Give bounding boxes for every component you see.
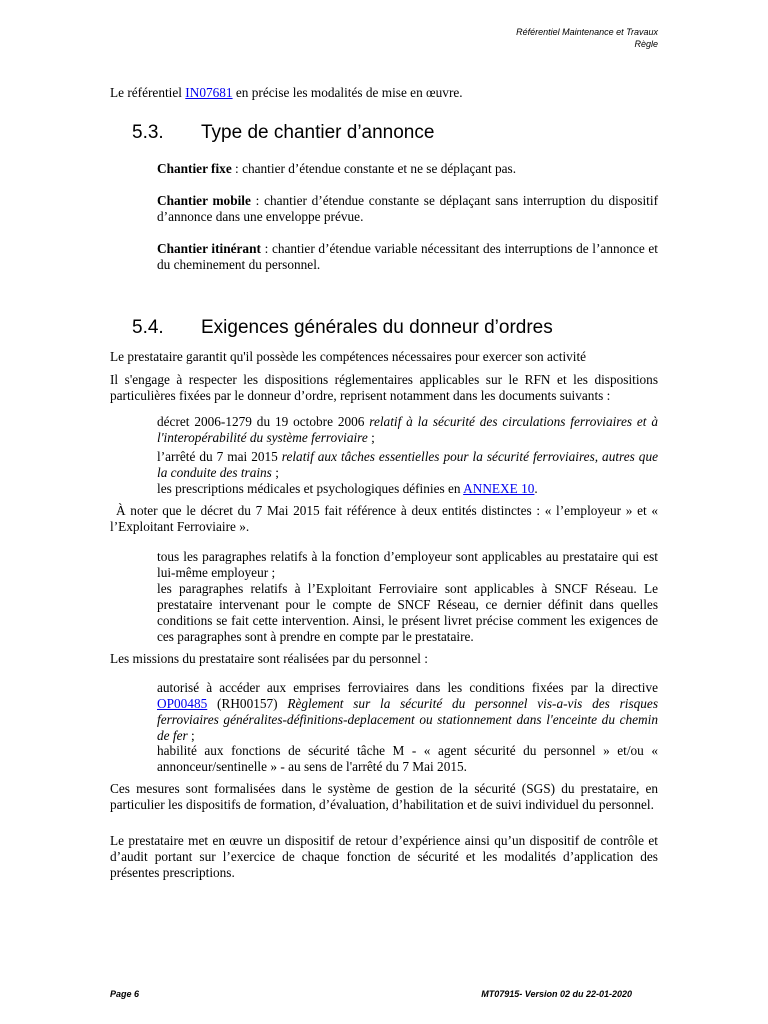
in07681-link[interactable]: IN07681 <box>185 85 233 100</box>
list-item <box>157 680 658 744</box>
list-item-title: Règlement sur la sécurité du personnel vis-a-vis des risques ferroviaires généralites-définitions-deplacement ou stationnement dans l'enceinte du chemin de fer <box>157 696 658 743</box>
header-subtitle: Règle <box>634 39 658 49</box>
paragraph: Le prestataire met en œuvre un dispositif de retour d’expérience ainsi qu’un dispositif de contrôle et d’audit portant sur l’exercice de chaque fonction de sécurité et les modalités d’application des présentes prescriptions. <box>110 833 658 880</box>
term: Chantier fixe <box>157 161 232 176</box>
list-item <box>157 414 658 446</box>
list-item-end: ; <box>187 728 195 743</box>
list-item-title: relatif aux tâches essentielles pour la sécurité ferroviaires, autres que la conduite des trains <box>157 449 658 480</box>
list-item-end: . <box>534 481 538 496</box>
list-item: tous les paragraphes relatifs à la fonction d’employeur sont applicables au prestataire qui est lui-même employeur ; <box>157 549 658 580</box>
page-header <box>516 26 658 50</box>
page-number: Page 6 <box>110 989 140 999</box>
list-item: habilité aux fonctions de sécurité tâche M - « agent sécurité du personnel » et/ou « annonceur/sentinelle » - au sens de l'arrêté du 7 Mai 2015. <box>157 743 658 774</box>
list-item-title: relatif à la sécurité des circulations ferroviaires et à l'interopérabilité du système ferroviaire <box>157 414 658 445</box>
section-5-3-heading <box>132 121 434 145</box>
definition: : chantier d’étendue constante se déplaçant sans interruption du dispositif d’annonce dans une enveloppe prévue. <box>157 193 658 224</box>
section-5-4-heading <box>132 316 553 340</box>
document-reference: MT07915- Version 02 du 22-01-2020 <box>481 989 632 999</box>
term: Chantier itinérant <box>157 241 261 256</box>
list-item-text: les prescriptions médicales et psychologiques définies en <box>157 481 464 496</box>
chantier-itinerant-definition <box>157 241 658 273</box>
list-item-end: ; <box>271 465 279 480</box>
section-title: Type de chantier d’annonce <box>201 122 435 143</box>
intro-text-end: en précise les modalités de mise en œuvre. <box>232 85 463 100</box>
annexe-10-link[interactable]: ANNEXE 10 <box>463 481 535 496</box>
paragraph: Ces mesures sont formalisées dans le système de gestion de la sécurité (SGS) du prestataire, en particulier les dispositifs de formation, d’évaluation, d’habilitation et de suivi individuel du personnel. <box>110 781 658 812</box>
definition: : chantier d’étendue variable nécessitant des interruptions de l’annonce et du cheminement du personnel. <box>157 241 658 272</box>
section-number: 5.3. <box>132 122 164 143</box>
paragraph: Il s'engage à respecter les dispositions réglementaires applicables sur le RFN et les dispositions particulières fixées par le donneur d’ordre, reprisent notamment dans les documents suivants : <box>110 372 658 403</box>
list-item-text: autorisé à accéder aux emprises ferroviaires dans les conditions fixées par la directive <box>157 680 658 695</box>
header-title: Référentiel Maintenance et Travaux <box>516 27 658 37</box>
list-item <box>157 449 658 481</box>
intro-text: Le référentiel <box>110 85 186 100</box>
list-item-ref: (RH00157) <box>207 696 288 711</box>
paragraph: Le prestataire garantit qu'il possède les compétences nécessaires pour exercer son activité <box>110 349 587 364</box>
section-number: 5.4. <box>132 317 164 338</box>
list-item-end: ; <box>367 430 375 445</box>
list-item-text: l’arrêté du 7 mai 2015 <box>157 449 282 464</box>
op00485-link[interactable]: OP00485 <box>157 696 208 711</box>
paragraph: À noter que le décret du 7 Mai 2015 fait référence à deux entités distinctes : « l’employeur » et « l’Exploitant Ferroviaire ». <box>110 503 658 534</box>
term: Chantier mobile <box>157 193 251 208</box>
list-item: les paragraphes relatifs à l’Exploitant Ferroviaire sont applicables à SNCF Réseau. Le prestataire intervenant pour le compte de SNCF Réseau, ce dernier définit dans quelles conditions se fait cette intervention. Ainsi, le présent livret précise comment les exigences de ces paragraphes sont à prendre en compte par le prestataire. <box>157 581 658 644</box>
list-item <box>157 481 658 497</box>
definition: : chantier d’étendue constante et ne se déplaçant pas. <box>231 161 517 176</box>
chantier-mobile-definition <box>157 193 658 225</box>
paragraph: Les missions du prestataire sont réalisées par du personnel : <box>110 651 428 666</box>
section-title: Exigences générales du donneur d’ordres <box>201 317 553 338</box>
list-item-text: décret 2006-1279 du 19 octobre 2006 <box>157 414 370 429</box>
intro-paragraph <box>110 85 658 101</box>
chantier-fixe-definition <box>157 161 658 177</box>
